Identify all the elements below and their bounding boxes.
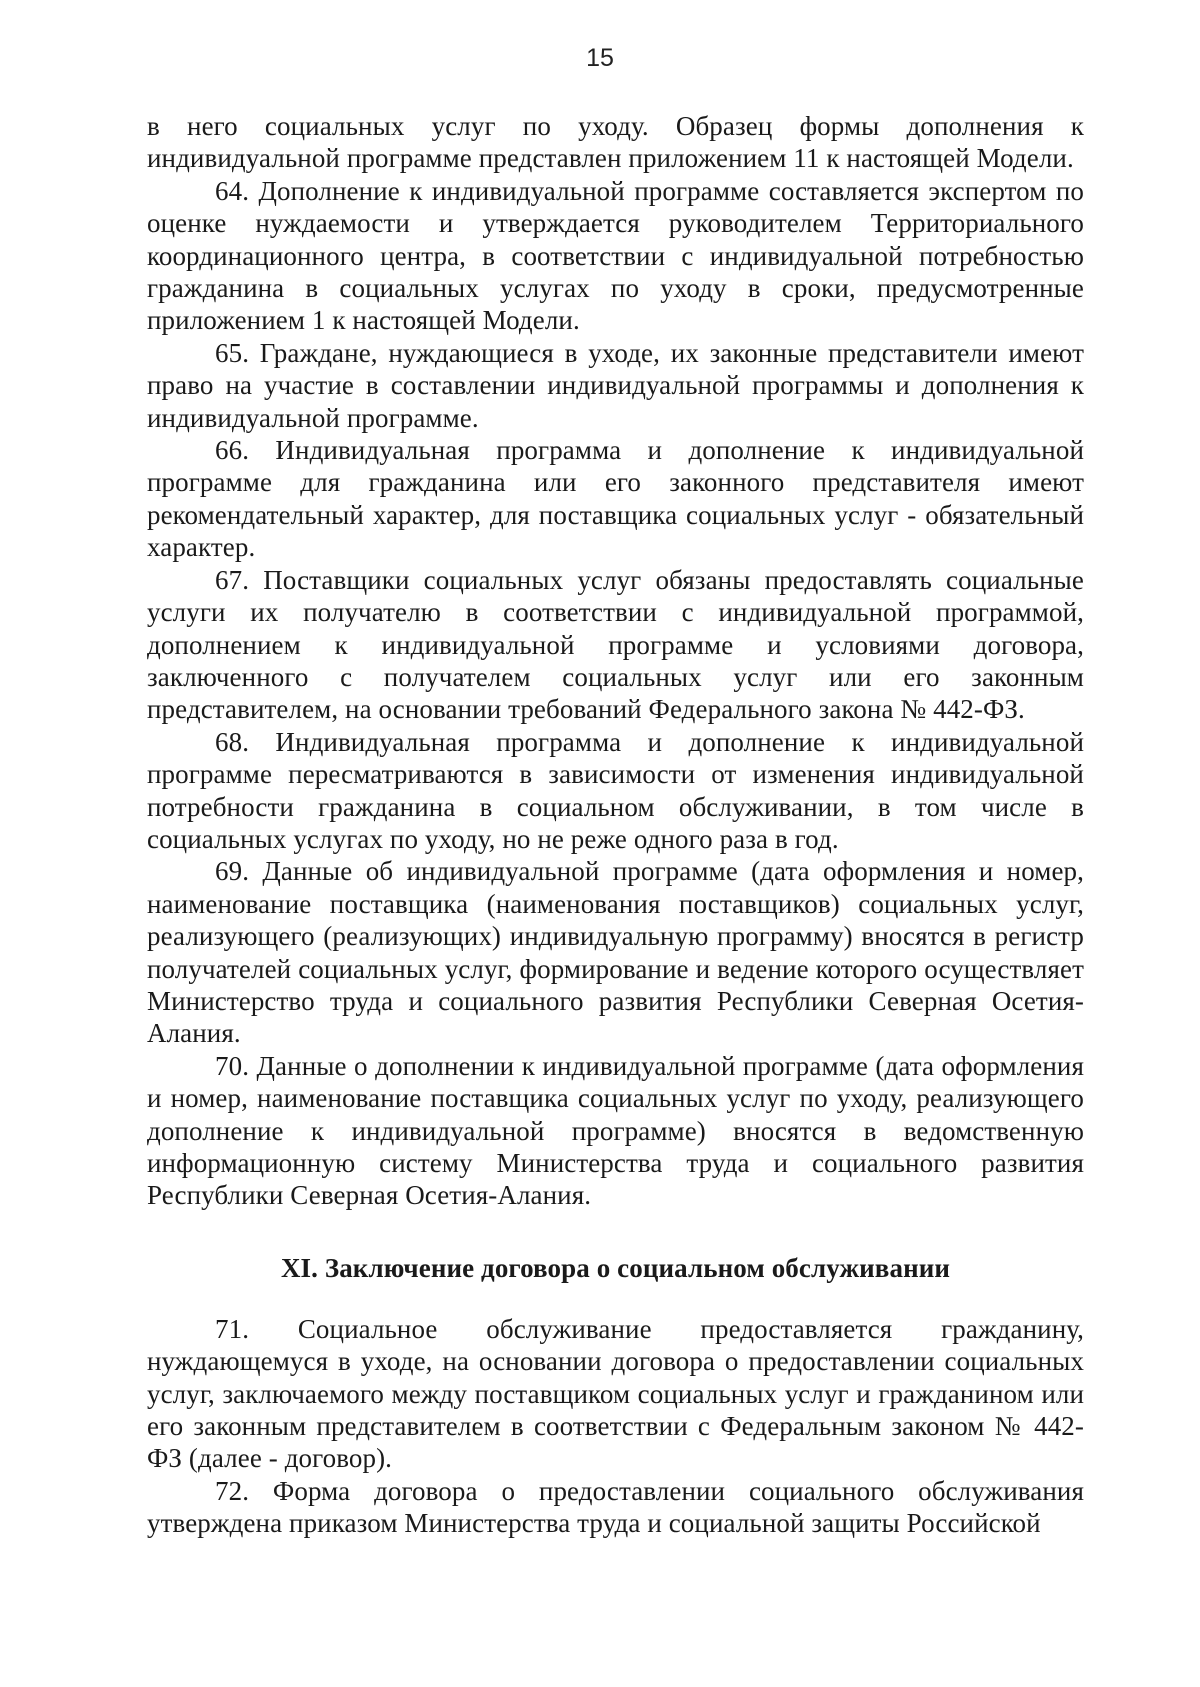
section-heading: XI. Заключение договора о социальном обслуживании bbox=[280, 1252, 951, 1283]
paragraph-68: 68. Индивидуальная программа и дополнение к индивидуальной программе пересматриваются в зависимости от изменения индивидуальной потребности гражданина в социальном обслуживании, в том числе в социальных услугах по уходу, но не реже одного раза в год. bbox=[147, 726, 1084, 854]
paragraph-72: 72. Форма договора о предоставлении социального обслуживания утверждена приказом Министерства труда и социальной защиты Российской bbox=[147, 1475, 1084, 1539]
paragraph-66: 66. Индивидуальная программа и дополнение к индивидуальной программе для гражданина или его законного представителя имеют рекомендательный характер, для поставщика социальных услуг - обязательный характер. bbox=[147, 435, 1084, 563]
document-body bbox=[147, 110, 1084, 1540]
paragraph-64: 64. Дополнение к индивидуальной программе составляется экспертом по оценке нуждаемости и утверждается руководителем Территориального координационного центра, в соответствии с индивидуальной потребностью гражданина в социальных услугах по уходу в сроки, предусмотренные приложением 1 к настоящей Модели. bbox=[147, 175, 1084, 336]
paragraph-continuation: в него социальных услуг по уходу. Образец формы дополнения к индивидуальной программе представлен приложением 11 к настоящей Модели. bbox=[147, 111, 1084, 174]
paragraph-67: 67. Поставщики социальных услуг обязаны предоставлять социальные услуги их получателю в соответствии с индивидуальной программой, дополнением к индивидуальной программе и условиями договора, заключенного с получателем социальных услуг или его законным представителем, на основании требований Федерального закона № 442-ФЗ. bbox=[147, 564, 1084, 725]
paragraph-69: 69. Данные об индивидуальной программе (дата оформления и номер, наименование поставщика (наименования поставщиков) социальных услуг, реализующего (реализующих) индивидуальную программу) вносятся в регистр получателей социальных услуг, формирование и ведение которого осуществляет Министерство труда и социального развития Республики Северная Осетия-Алания. bbox=[147, 856, 1084, 1049]
paragraph-65: 65. Граждане, нуждающиеся в уходе, их законные представители имеют право на участие в составлении индивидуальной программы и дополнения к индивидуальной программе. bbox=[147, 337, 1084, 433]
page-number: 15 bbox=[586, 44, 614, 72]
paragraph-71: 71. Социальное обслуживание предоставляется гражданину, нуждающемуся в уходе, на основании договора о предоставлении социальных услуг, заключаемого между поставщиком социальных услуг и гражданином или его законным представителем в соответствии с Федеральным законом № 442-ФЗ (далее - договор). bbox=[147, 1313, 1084, 1474]
paragraph-70: 70. Данные о дополнении к индивидуальной программе (дата оформления и номер, наименование поставщика социальных услуг по уходу, реализующего дополнение к индивидуальной программе) вносятся в ведомственную информационную систему Министерства труда и социального развития Республики Северная Осетия-Алания. bbox=[147, 1050, 1084, 1211]
